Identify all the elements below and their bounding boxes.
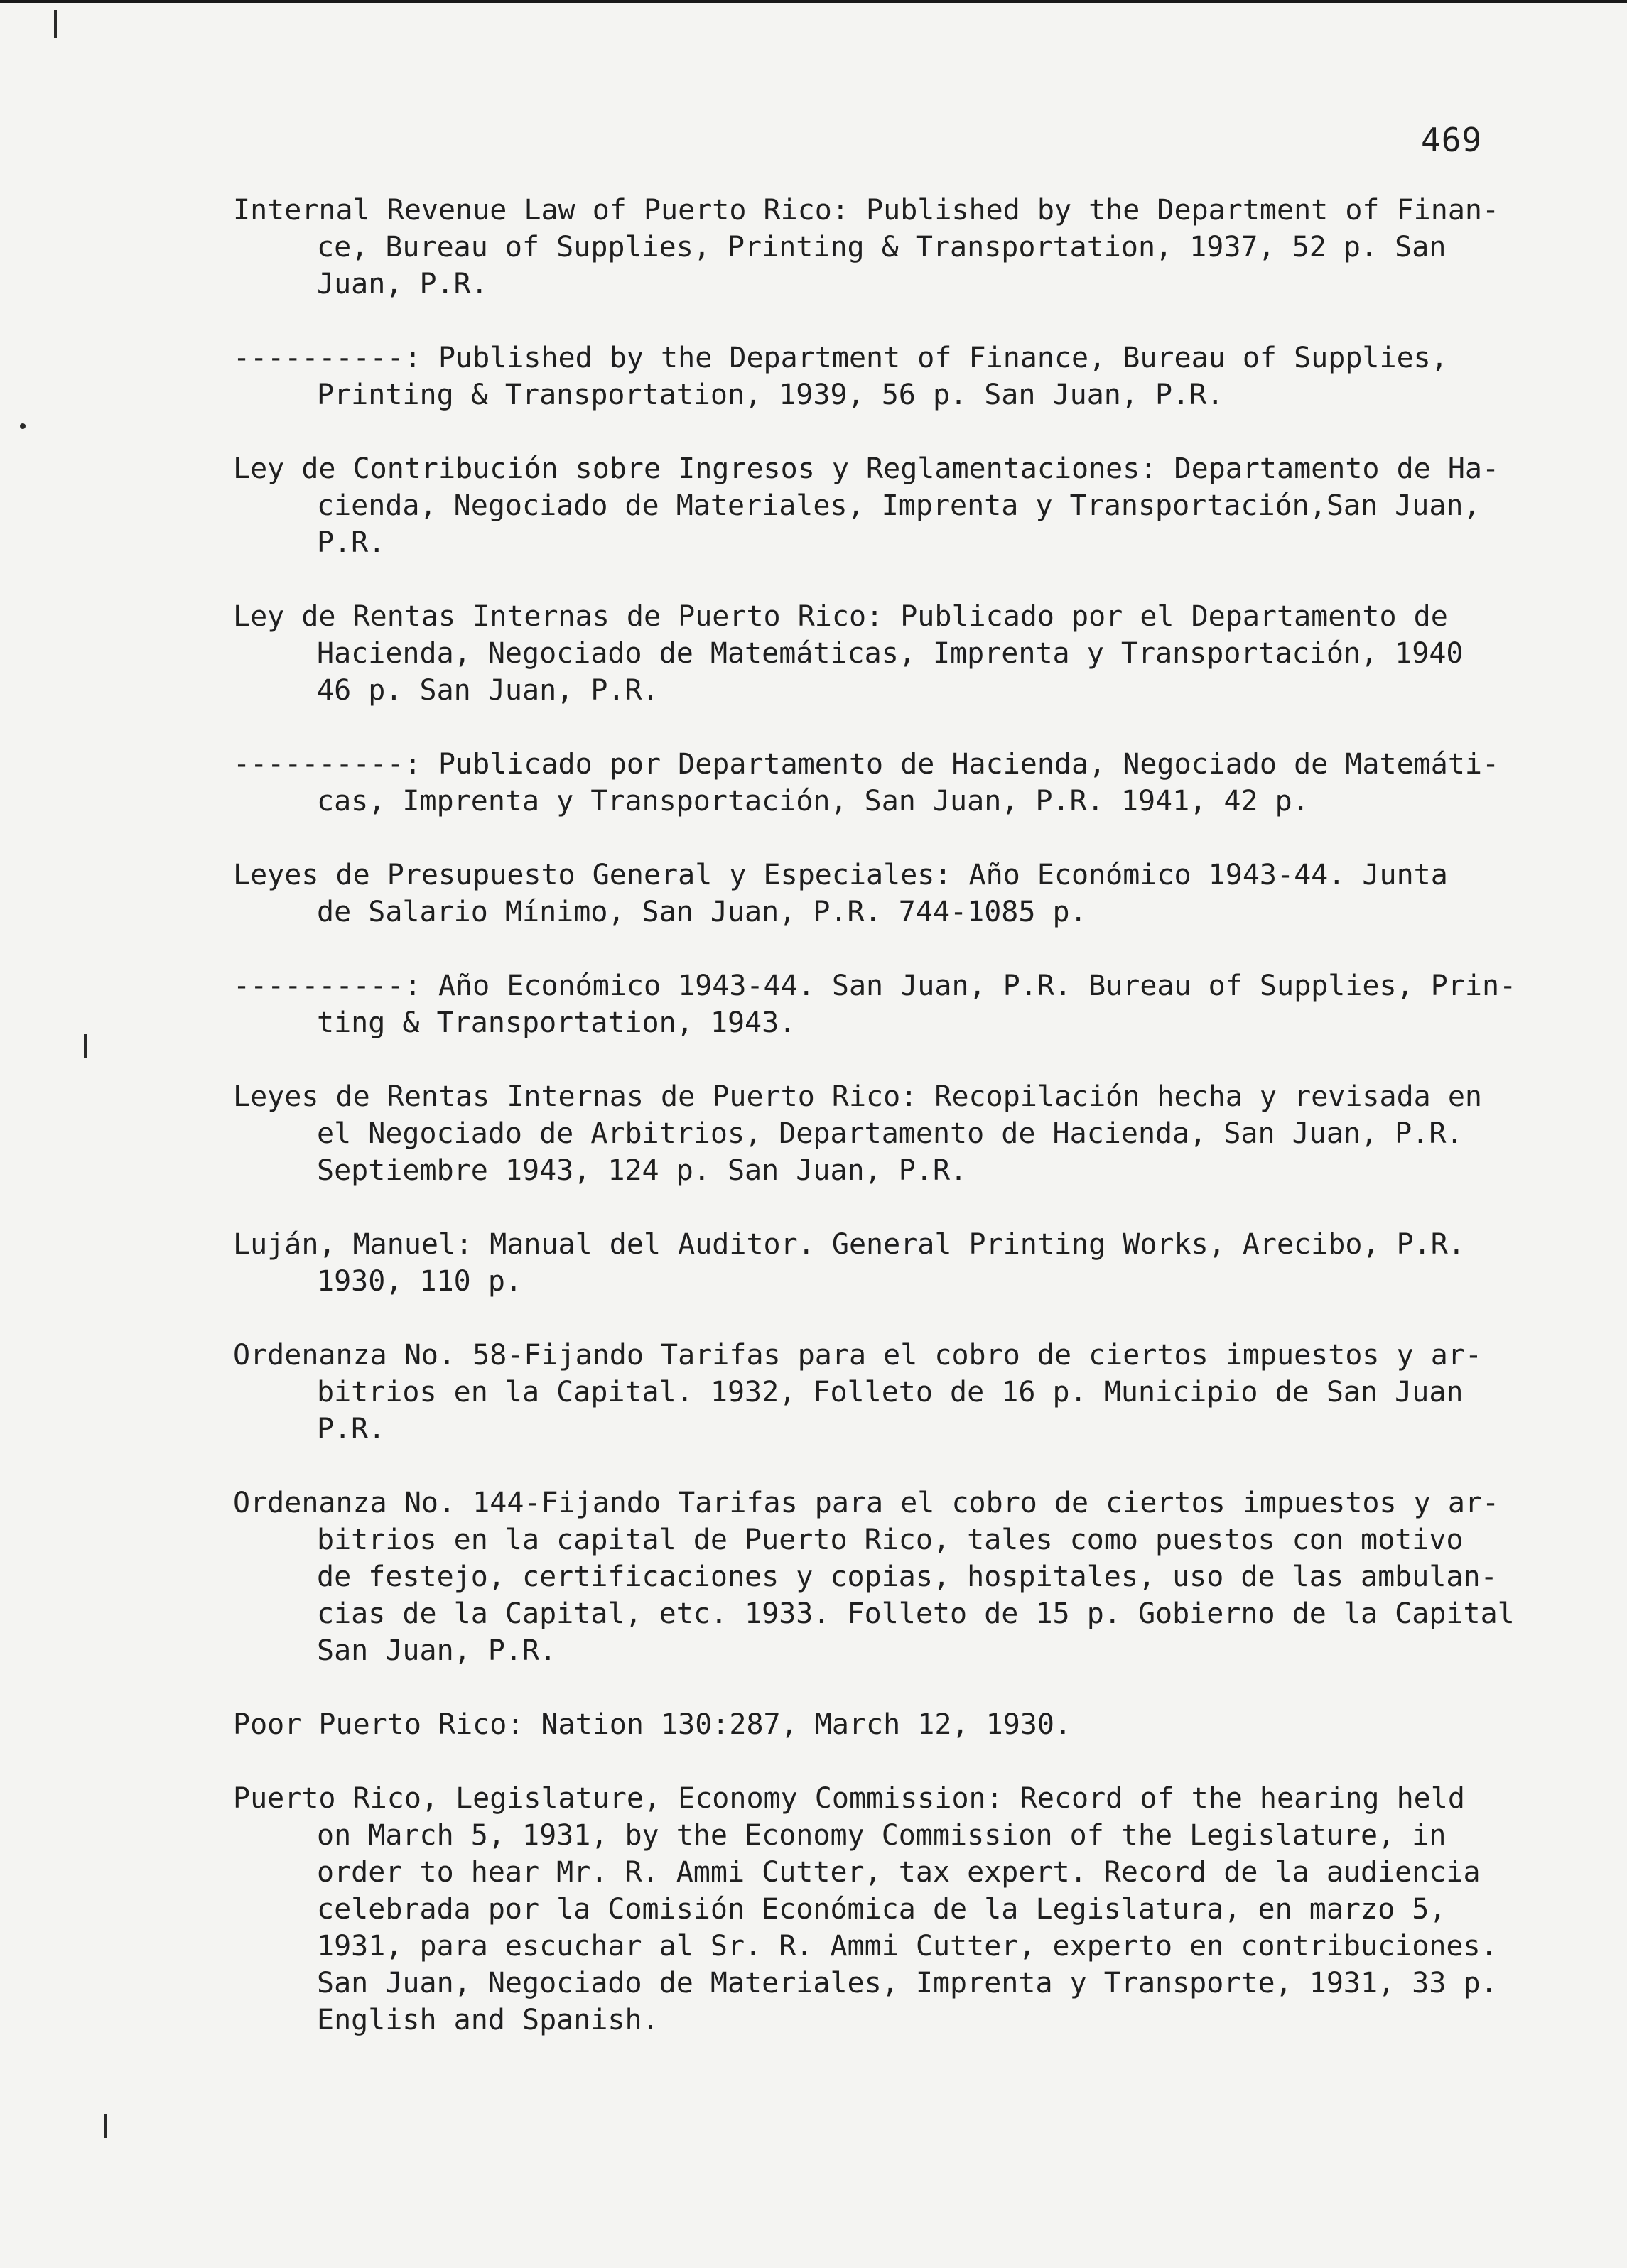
entry-line: Leyes de Rentas Internas de Puerto Rico: Recopilación hecha y revisada en [233, 1080, 1482, 1113]
margin-mark [54, 10, 57, 38]
entry-line: Ley de Contribución sobre Ingresos y Reglamentaciones: Departamento de Ha- [233, 452, 1500, 485]
entry-line: P.R. [317, 1413, 386, 1445]
bibliography-entry [233, 1226, 1583, 1300]
bibliography-entry [233, 746, 1583, 820]
entry-line: 1930, 110 p. [317, 1265, 522, 1298]
bibliography-entry [233, 598, 1583, 709]
entry-line: Puerto Rico, Legislature, Economy Commission: Record of the hearing held [233, 1782, 1465, 1815]
entry-line: Poor Puerto Rico: Nation 130:287, March 12, 1930. [233, 1708, 1072, 1741]
bibliography-entry [233, 1706, 1583, 1743]
bibliography-entry [233, 1485, 1583, 1669]
entry-line: cienda, Negociado de Materiales, Imprenta y Transportación,San Juan, [317, 489, 1481, 522]
entry-line: Internal Revenue Law of Puerto Rico: Published by the Department of Finan- [233, 194, 1500, 227]
entry-line: celebrada por la Comisión Económica de la Legislatura, en marzo 5, [317, 1893, 1447, 1926]
entry-line: el Negociado de Arbitrios, Departamento de Hacienda, San Juan, P.R. [317, 1117, 1464, 1150]
entry-line: P.R. [317, 526, 386, 559]
entry-line: de Salario Mínimo, San Juan, P.R. 744-1085 p. [317, 896, 1087, 928]
entry-line: Ordenanza No. 144-Fijando Tarifas para el cobro de ciertos impuestos y ar- [233, 1487, 1500, 1519]
entry-line: 1931, para escuchar al Sr. R. Ammi Cutter, experto en contribuciones. [317, 1930, 1498, 1963]
entry-line: bitrios en la capital de Puerto Rico, tales como puestos con motivo [317, 1524, 1464, 1556]
bibliography-entry [233, 967, 1583, 1041]
bibliography-entry [233, 1780, 1583, 2039]
entry-line: bitrios en la Capital. 1932, Folleto de 16 p. Municipio de San Juan [317, 1376, 1464, 1409]
margin-mark [104, 2114, 107, 2138]
entry-line: on March 5, 1931, by the Economy Commission of the Legislature, in [317, 1819, 1447, 1852]
entry-line: Printing & Transportation, 1939, 56 p. San Juan, P.R. [317, 379, 1224, 411]
entry-line: Septiembre 1943, 124 p. San Juan, P.R. [317, 1154, 968, 1187]
entry-line: order to hear Mr. R. Ammi Cutter, tax expert. Record de la audiencia [317, 1856, 1481, 1889]
entry-line: Luján, Manuel: Manual del Auditor. General Printing Works, Arecibo, P.R. [233, 1228, 1465, 1261]
page-top-edge [0, 0, 1627, 3]
margin-mark [20, 423, 26, 429]
bibliography-entry [233, 192, 1583, 303]
entry-line: ----------: Año Económico 1943-44. San Juan, P.R. Bureau of Supplies, Prin- [233, 970, 1517, 1002]
entry-line: ting & Transportation, 1943. [317, 1007, 796, 1039]
entry-line: Leyes de Presupuesto General y Especiales: Año Económico 1943-44. Junta [233, 859, 1448, 891]
entry-line: Hacienda, Negociado de Matemáticas, Imprenta y Transportación, 1940 [317, 637, 1464, 670]
entry-line: cas, Imprenta y Transportación, San Juan, P.R. 1941, 42 p. [317, 785, 1309, 818]
entry-line: Ley de Rentas Internas de Puerto Rico: Publicado por el Departamento de [233, 600, 1448, 633]
bibliography-entry [233, 1078, 1583, 1189]
entry-line: English and Spanish. [317, 2004, 659, 2036]
entry-line: cias de la Capital, etc. 1933. Folleto de 15 p. Gobierno de la Capital [317, 1597, 1515, 1630]
entry-line: ----------: Publicado por Departamento de Hacienda, Negociado de Matemáti- [233, 748, 1500, 781]
bibliography-entry [233, 450, 1583, 561]
entry-line: Ordenanza No. 58-Fijando Tarifas para el cobro de ciertos impuestos y ar- [233, 1339, 1482, 1372]
bibliography-entry [233, 340, 1583, 413]
page-number: 469 [1421, 121, 1483, 159]
bibliography-entry [233, 857, 1583, 930]
entry-line: San Juan, Negociado de Materiales, Imprenta y Transporte, 1931, 33 p. [317, 1967, 1498, 2000]
entry-line: de festejo, certificaciones y copias, hospitales, uso de las ambulan- [317, 1561, 1498, 1593]
entry-line: San Juan, P.R. [317, 1634, 557, 1667]
entry-line: 46 p. San Juan, P.R. [317, 674, 659, 707]
bibliography-list [233, 192, 1583, 2076]
margin-mark [84, 1034, 87, 1058]
entry-line: ce, Bureau of Supplies, Printing & Transportation, 1937, 52 p. San [317, 231, 1447, 264]
entry-line: ----------: Published by the Department of Finance, Bureau of Supplies, [233, 342, 1448, 374]
bibliography-entry [233, 1337, 1583, 1448]
entry-line: Juan, P.R. [317, 268, 488, 300]
